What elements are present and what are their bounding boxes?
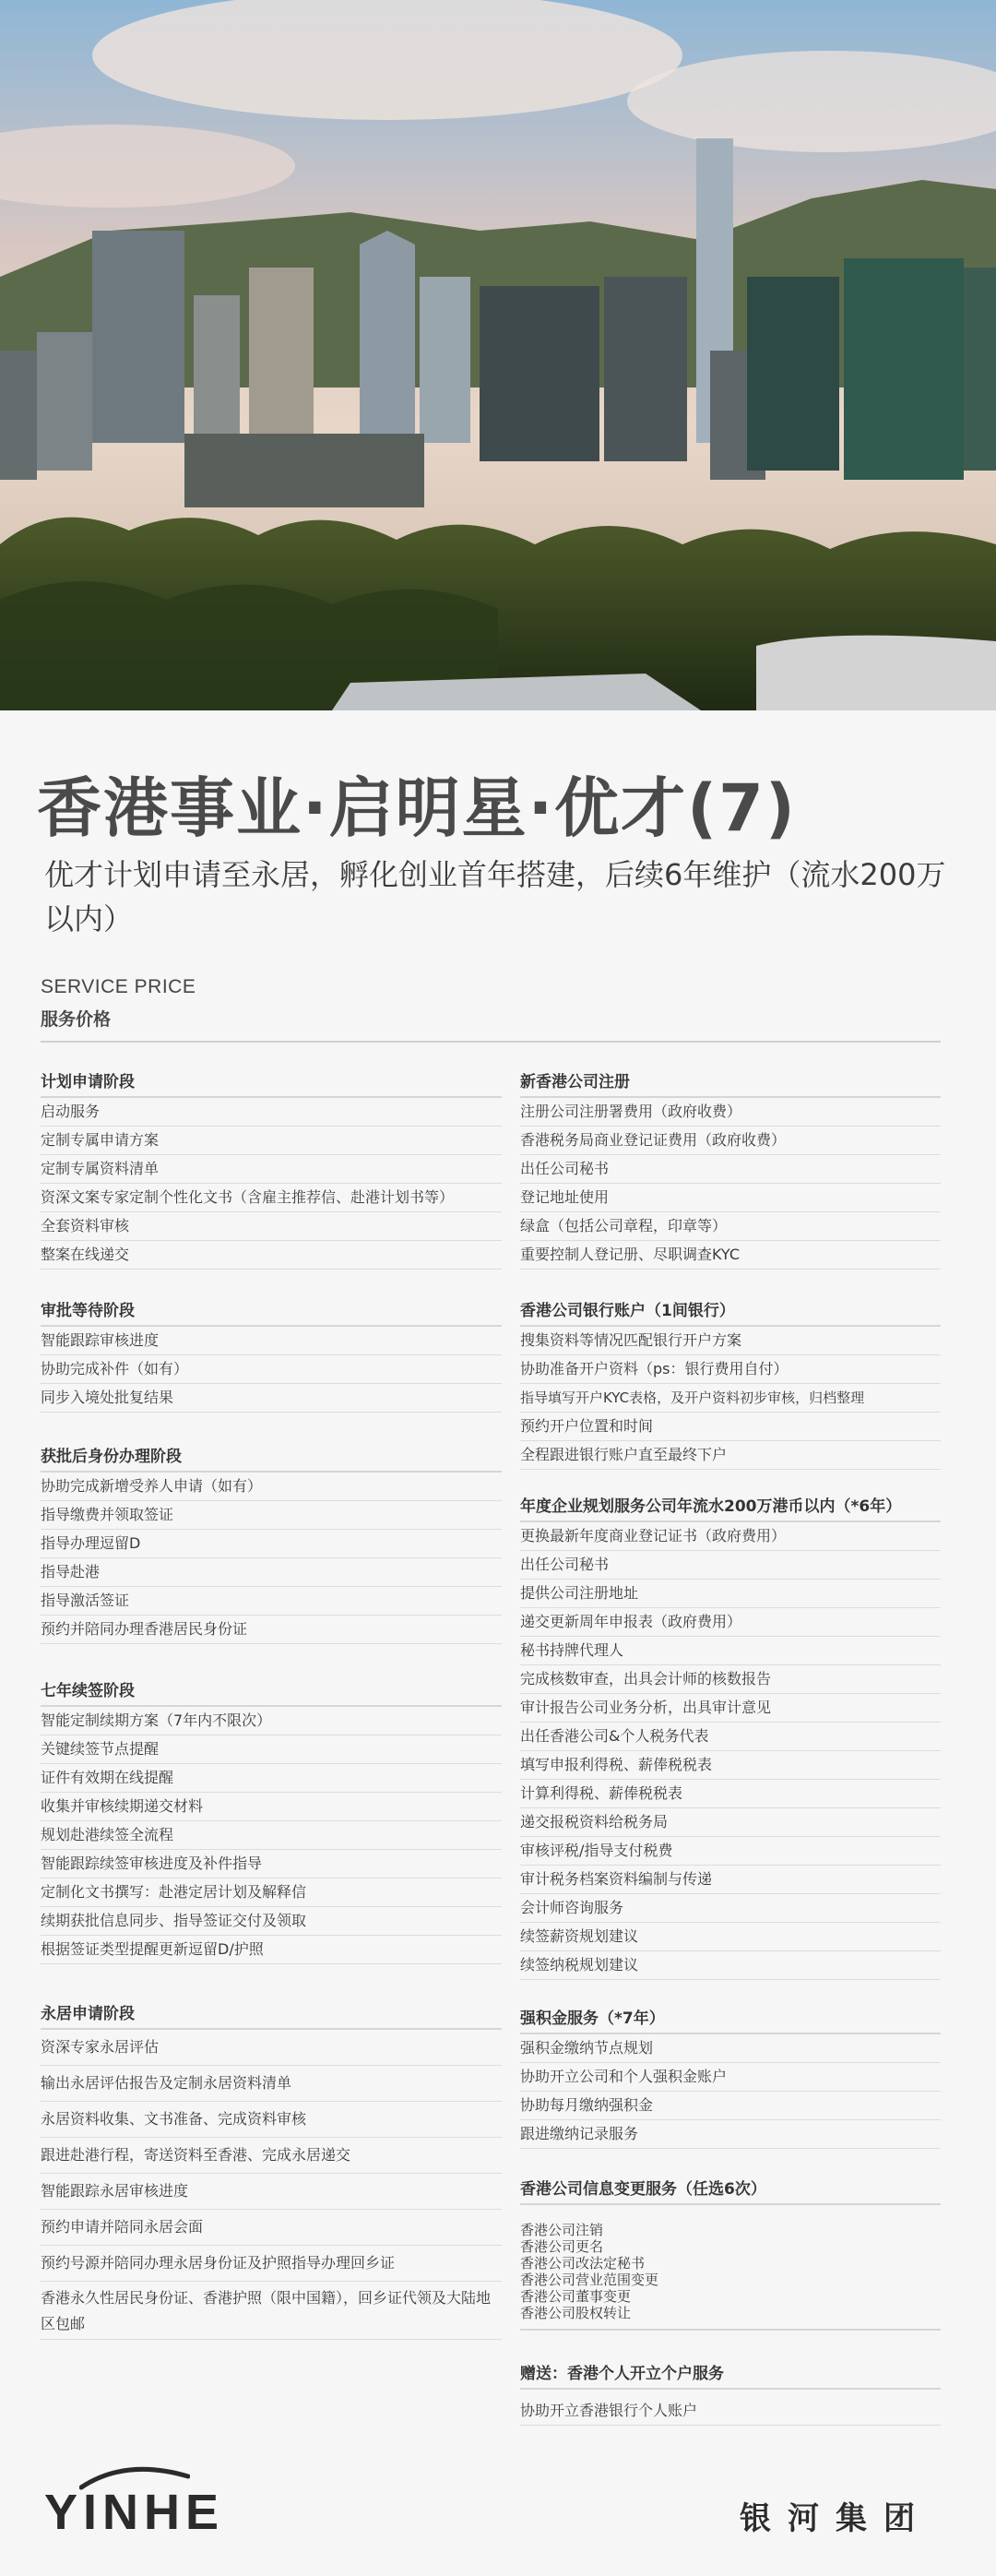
list-item: 香港公司注销 — [520, 2222, 604, 2238]
list-item: 重要控制人登记册、尽职调查KYC — [520, 1241, 941, 1270]
list-item: 智能跟踪审核进度 — [41, 1327, 502, 1355]
section-heading: 新香港公司注册 — [520, 1070, 941, 1098]
list-item: 规划赴港续签全流程 — [41, 1821, 502, 1850]
list-item: 定制化文书撰写：赴港定居计划及解释信 — [41, 1878, 502, 1907]
divider — [41, 1041, 941, 1043]
list-item: 香港税务局商业登记证费用（政府收费） — [520, 1127, 941, 1155]
list-item: 整案在线递交 — [41, 1241, 502, 1270]
list-item: 协助完成新增受养人申请（如有） — [41, 1473, 502, 1501]
list-item: 出任公司秘书 — [520, 1551, 941, 1580]
section-heading: 年度企业规划服务公司年流水200万港币以内（*6年） — [520, 1495, 941, 1522]
section-heading: 香港公司银行账户（1间银行） — [520, 1299, 941, 1327]
list-item: 同步入境处批复结果 — [41, 1384, 502, 1413]
list-item: 定制专属申请方案 — [41, 1127, 502, 1155]
list-item: 递交更新周年申报表（政府费用） — [520, 1608, 941, 1637]
list-item: 完成核数审查，出具会计师的核数报告 — [520, 1665, 941, 1694]
list-item: 更换最新年度商业登记证书（政府费用） — [520, 1522, 941, 1551]
list-item: 永居资料收集、文书准备、完成资料审核 — [41, 2102, 502, 2138]
section-heading: 永居申请阶段 — [41, 2002, 502, 2030]
list-item: 协助每月缴纳强积金 — [520, 2092, 941, 2120]
section-company-info-change — [520, 2177, 941, 2331]
list-item: 指导赴港 — [41, 1558, 502, 1587]
company-logo: YINHE — [44, 2485, 225, 2540]
list-item: 协助完成补件（如有） — [41, 1355, 502, 1384]
list-item: 跟进缴纳记录服务 — [520, 2120, 941, 2149]
list-item: 审计报告公司业务分析，出具审计意见 — [520, 1694, 941, 1723]
list-item: 智能跟踪续签审核进度及补件指导 — [41, 1850, 502, 1878]
list-item: 启动服务 — [41, 1098, 502, 1127]
page-title: 香港事业·启明星·优才(7) — [37, 770, 797, 846]
list-item: 指导填写开户KYC表格，及开户资料初步审核，归档整理 — [520, 1384, 941, 1413]
section-heading: 七年续签阶段 — [41, 1679, 502, 1707]
list-item: 出任香港公司&个人税务代表 — [520, 1723, 941, 1751]
list-item: 绿盒（包括公司章程，印章等） — [520, 1212, 941, 1241]
section-gift-personal-account — [520, 2362, 941, 2426]
list-item: 协助开立公司和个人强积金账户 — [520, 2063, 941, 2092]
company-name: 银河集团 — [740, 2500, 931, 2537]
list-item: 智能定制续期方案（7年内不限次） — [41, 1707, 502, 1735]
list-item: 填写申报利得税、薪俸税税表 — [520, 1751, 941, 1780]
section-permanent-residency — [41, 2002, 502, 2340]
list-item: 续期获批信息同步、指导签证交付及领取 — [41, 1907, 502, 1936]
service-price-label-cn: 服务价格 — [41, 1009, 112, 1030]
list-item: 预约申请并陪同永居会面 — [41, 2210, 502, 2246]
list-item: 智能跟踪永居审核进度 — [41, 2174, 502, 2210]
list-item: 香港公司营业范围变更 — [520, 2272, 659, 2288]
list-item: 关键续签节点提醒 — [41, 1735, 502, 1764]
list-item: 定制专属资料清单 — [41, 1155, 502, 1184]
list-item: 出任公司秘书 — [520, 1155, 941, 1184]
list-item: 搜集资料等情况匹配银行开户方案 — [520, 1327, 941, 1355]
section-heading: 计划申请阶段 — [41, 1070, 502, 1098]
list-item: 资深文案专家定制个性化文书（含雇主推荐信、赴港计划书等） — [41, 1184, 502, 1212]
list-item: 香港公司股权转让 — [520, 2305, 941, 2331]
list-item: 跟进赴港行程，寄送资料至香港、完成永居递交 — [41, 2138, 502, 2174]
section-seven-year-renewal — [41, 1679, 502, 1964]
list-item: 登记地址使用 — [520, 1184, 941, 1212]
list-item: 香港公司董事变更 — [520, 2288, 632, 2305]
list-item: 预约号源并陪同办理永居身份证及护照指导办理回乡证 — [41, 2246, 502, 2282]
list-item: 指导办理逗留D — [41, 1530, 502, 1558]
section-heading: 审批等待阶段 — [41, 1299, 502, 1327]
list-item: 香港公司更名 — [520, 2238, 604, 2255]
list-item: 预约开户位置和时间 — [520, 1413, 941, 1441]
list-item: 会计师咨询服务 — [520, 1894, 941, 1923]
list-item: 预约并陪同办理香港居民身份证 — [41, 1616, 502, 1644]
list-item: 全程跟进银行账户直至最终下户 — [520, 1441, 941, 1470]
list-item: 审核评税/指导支付税费 — [520, 1837, 941, 1866]
list-item: 资深专家永居评估 — [41, 2030, 502, 2066]
section-identity-processing — [41, 1445, 502, 1644]
section-approval-waiting — [41, 1299, 502, 1413]
list-item: 强积金缴纳节点规划 — [520, 2034, 941, 2063]
list-item: 续签薪资规划建议 — [520, 1923, 941, 1951]
list-item: 输出永居评估报告及定制永居资料清单 — [41, 2066, 502, 2102]
page-subtitle: 优才计划申请至永居，孵化创业首年搭建，后续6年维护（流水200万以内） — [44, 857, 946, 936]
section-heading: 获批后身份办理阶段 — [41, 1445, 502, 1473]
list-item: 递交报税资料给税务局 — [520, 1808, 941, 1837]
list-item: 提供公司注册地址 — [520, 1580, 941, 1608]
list-item: 收集并审核续期递交材料 — [41, 1793, 502, 1821]
section-heading: 香港公司信息变更服务（任选6次） — [520, 2177, 941, 2205]
list-item: 审计税务档案资料编制与传递 — [520, 1866, 941, 1894]
list-item: 根据签证类型提醒更新逗留D/护照 — [41, 1936, 502, 1964]
list-item: 全套资料审核 — [41, 1212, 502, 1241]
section-annual-planning — [520, 1495, 941, 1980]
list-item: 香港公司改法定秘书 — [520, 2255, 646, 2272]
section-plan-application — [41, 1070, 502, 1270]
service-price-label-en: SERVICE PRICE — [41, 976, 196, 997]
list-item: 指导缴费并领取签证 — [41, 1501, 502, 1530]
list-item: 证件有效期在线提醒 — [41, 1764, 502, 1793]
section-heading: 强积金服务（*7年） — [520, 2007, 941, 2034]
list-item: 续签纳税规划建议 — [520, 1951, 941, 1980]
section-company-registration — [520, 1070, 941, 1270]
list-item: 香港永久性居民身份证、香港护照（限中国籍），回乡证代领及大陆地区包邮 — [41, 2282, 502, 2340]
list-item: 注册公司注册署费用（政府收费） — [520, 1098, 941, 1127]
list-item: 计算利得税、薪俸税税表 — [520, 1780, 941, 1808]
list-item: 协助开立香港银行个人账户 — [520, 2397, 941, 2426]
list-item: 指导激活签证 — [41, 1587, 502, 1616]
section-mpf-service — [520, 2007, 941, 2149]
section-heading: 赠送：香港个人开立个户服务 — [520, 2362, 941, 2390]
list-item: 协助准备开户资料（ps：银行费用自付） — [520, 1355, 941, 1384]
section-bank-account — [520, 1299, 941, 1470]
hero-skyline-photo — [0, 0, 996, 710]
list-item: 秘书持牌代理人 — [520, 1637, 941, 1665]
